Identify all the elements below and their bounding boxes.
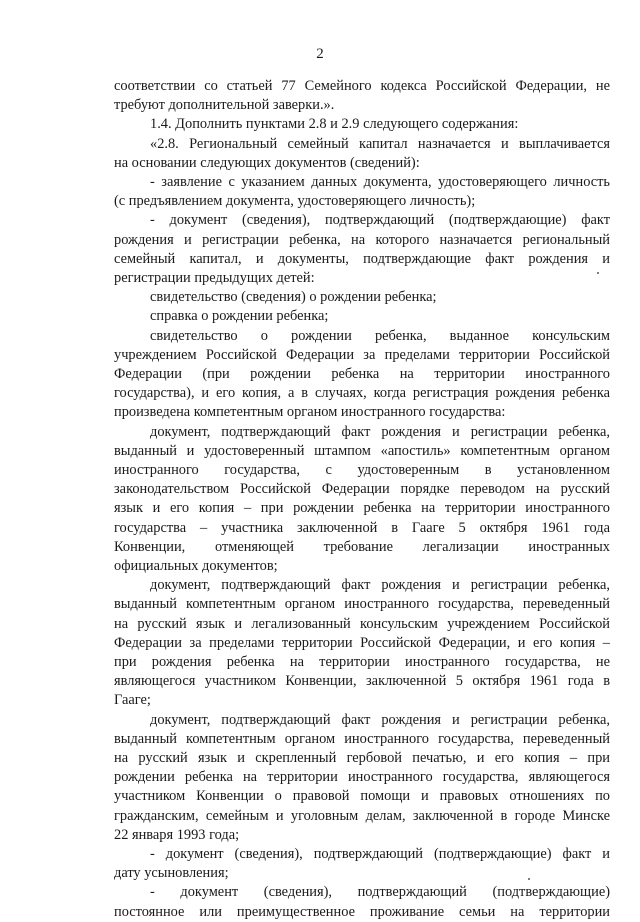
text-line: документ, подтверждающий факт рождения и регистрации ребенка, (150, 711, 610, 728)
text-line: при рождения ребенка на территории иностранного государства, не (114, 654, 610, 670)
text-line: Конвенции, отменяющей требование легализации иностранных (114, 538, 610, 555)
text-line: семейный капитал, и документы, подтверждающие факт рождения и (114, 250, 610, 267)
text-line: 1.4. Дополнить пунктами 2.8 и 2.9 следующего содержания: (150, 116, 519, 133)
text-line: на русский язык и легализованный консульским учреждением Российской (114, 615, 610, 632)
text-line: требуют дополнительной заверки.». (114, 97, 335, 114)
text-line: регистрации предыдущих детей: (114, 270, 315, 286)
text-line: справка о рождении ребенка; (150, 308, 329, 325)
text-line: 22 января 1993 года; (114, 826, 240, 843)
text-line: (с предъявлением документа, удостоверяющего личность); (114, 193, 476, 210)
text-line: рождения и регистрации ребенка, на которого назначается региональный (114, 231, 610, 248)
text-line: учреждением Российской Федерации за пределами территории Российской (114, 346, 610, 363)
text-line: выданный и удостоверенный штампом «апостиль» компетентным органом (114, 442, 610, 459)
text-line: Федерации за пределами территории Российской Федерации, и его копия – (114, 634, 610, 651)
text-line: «2.8. Региональный семейный капитал назначается и выплачивается (150, 135, 610, 152)
text-line: произведена компетентным органом иностранного государства: (114, 404, 506, 421)
text-line: документ, подтверждающий факт рождения и регистрации ребенка, (150, 423, 610, 440)
text-line: - документ (сведения), подтверждающий (подтверждающие) (150, 884, 610, 901)
text-line: Гааге; (114, 692, 151, 709)
text-line: гражданским, семейным и уголовным делам, заключенной в городе Минске (114, 807, 610, 824)
text-line: официальных документов; (114, 558, 278, 574)
scan-speck (528, 878, 530, 880)
text-line: - документ (сведения), подтверждающий (подтверждающие) факт (150, 212, 610, 229)
text-line: дату усыновления; (114, 865, 229, 882)
text-line: государства), и его копия, а в случаях, когда регистрация рождения ребенка (114, 385, 610, 402)
text-line: рождении ребенка на территории иностранного государства, являющегося (114, 769, 610, 786)
scan-speck (597, 272, 599, 274)
text-line: постоянное или преимущественное проживание семьи на территории (114, 903, 610, 920)
text-line: законодательством Российской Федерации порядке переводом на русский (114, 481, 610, 498)
text-line: - документ (сведения), подтверждающий (подтверждающие) факт и (150, 846, 610, 862)
text-line: на русский язык и скрепленный гербовой печатью, и его копия – при (114, 750, 610, 766)
text-line: документ, подтверждающий факт рождения и регистрации ребенка, (150, 577, 610, 594)
text-line: являющегося участником Конвенции, заключенной 5 октября 1961 года в (114, 673, 610, 690)
text-line: на основании следующих документов (сведений): (114, 154, 420, 171)
text-line: свидетельство о рождении ребенка, выданное консульским (150, 327, 610, 344)
text-line: свидетельство (сведения) о рождении ребенка; (150, 289, 437, 306)
text-line: иностранного государства, с удостоверенным в установленном (114, 462, 610, 478)
text-line: - заявление с указанием данных документа, удостоверяющего личность (150, 174, 610, 190)
text-line: соответствии со статьей 77 Семейного кодекса Российской Федерации, не (114, 78, 610, 94)
text-line: Федерации (при рождении ребенка на территории иностранного (114, 366, 610, 382)
text-line: язык и его копия – при рождении ребенка на территории иностранного (114, 500, 610, 517)
text-line: участником Конвенции о правовой помощи и правовых отношениях по (114, 788, 610, 805)
text-line: выданный компетентным органом иностранного государства, переведенный (114, 730, 610, 747)
text-line: выданный компетентным органом иностранного государства, переведенный (114, 596, 610, 613)
page-number: 2 (316, 46, 324, 62)
text-line: государства – участника заключенной в Гааге 5 октября 1961 года (114, 519, 610, 536)
